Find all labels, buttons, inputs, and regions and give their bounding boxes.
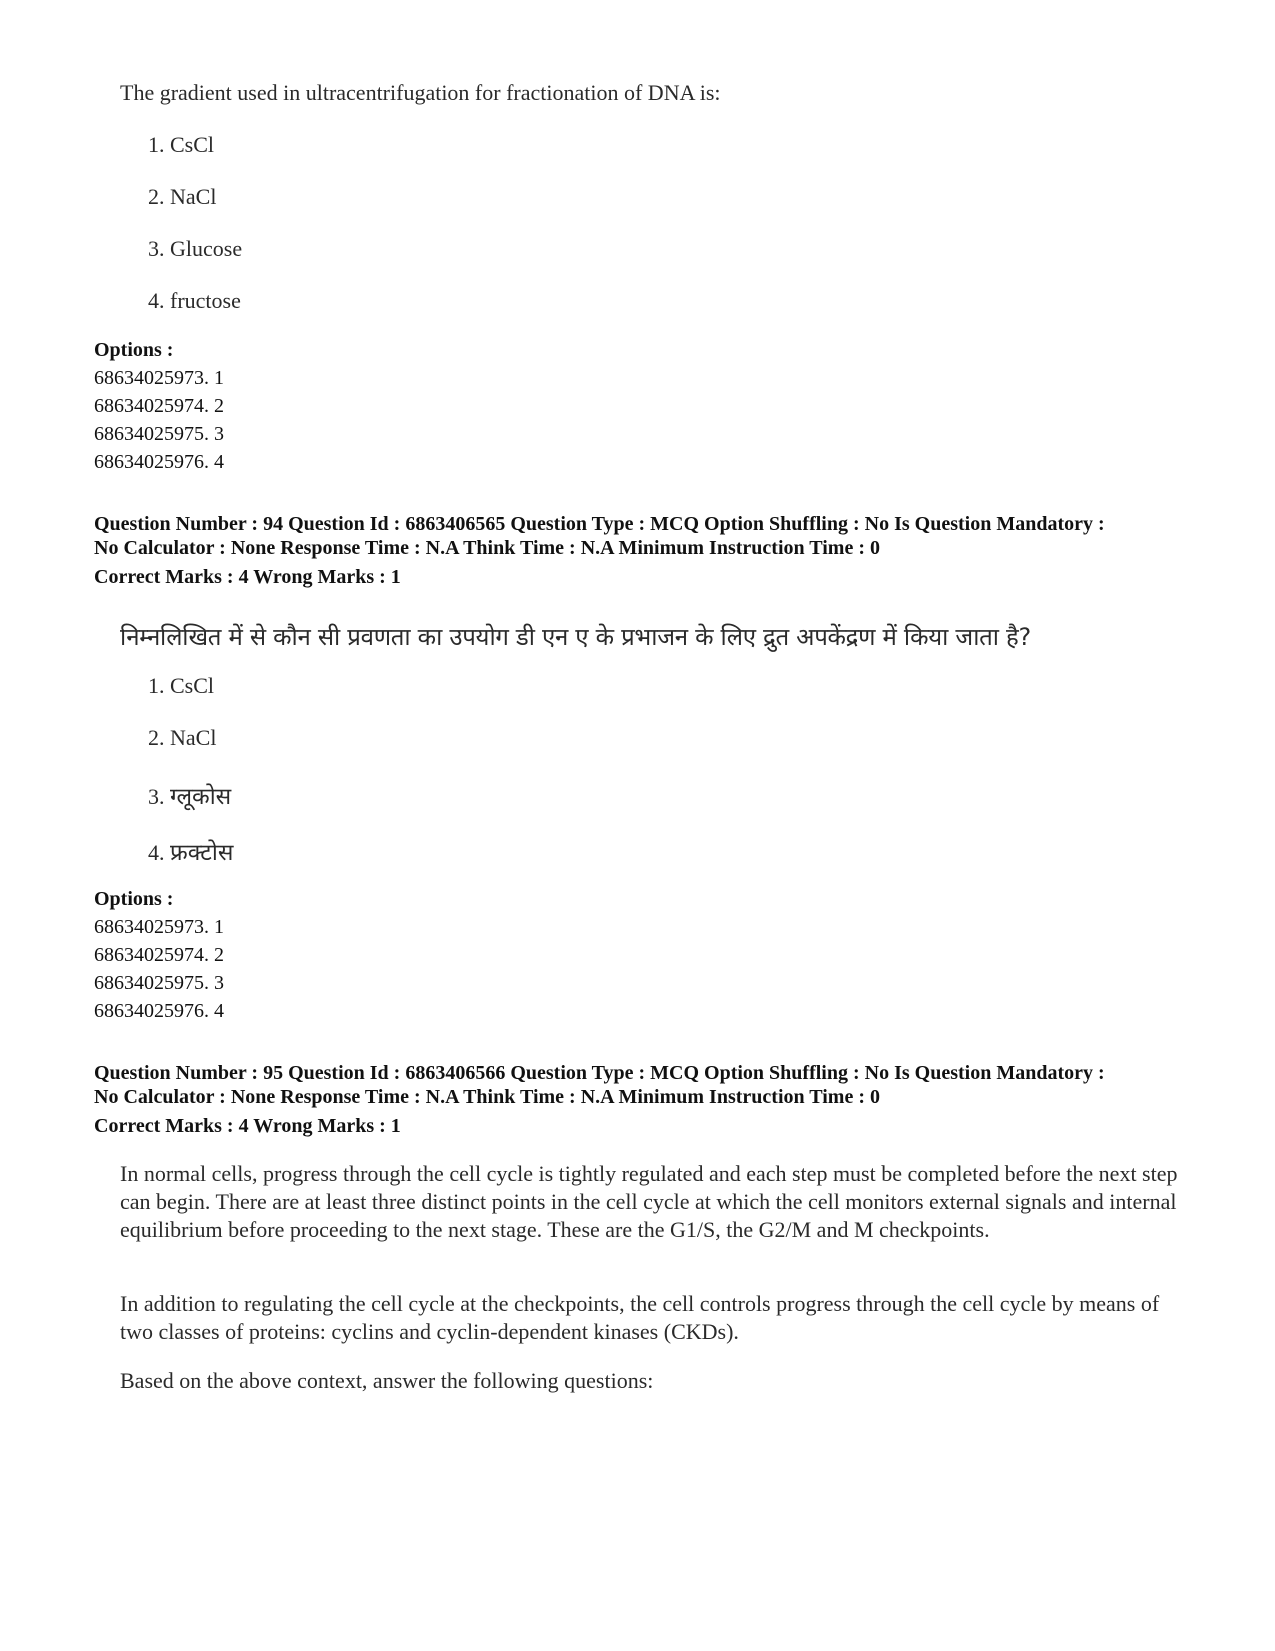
- question-marks: Correct Marks : 4 Wrong Marks : 1: [94, 566, 401, 588]
- choice-2: [148, 725, 216, 751]
- choice-number: 1.: [148, 673, 170, 698]
- question-stem-english: The gradient used in ultracentrifugation for fractionation of DNA is:: [120, 80, 721, 105]
- option-id-4: 68634025976. 4: [94, 451, 224, 473]
- choice-3: 3. Glucose: [148, 236, 243, 261]
- option-id-1: 68634025973. 1: [94, 367, 224, 389]
- option-id-3: 68634025975. 3: [94, 972, 224, 994]
- choice-number: 4.: [148, 840, 170, 865]
- choice-number: 3.: [148, 784, 170, 809]
- question-stem-hindi: निम्नलिखित में से कौन सी प्रवणता का उपयोग डी एन ए के प्रभाजन के लिए द्रुत अपकेंद्रण में किया जाता है?: [120, 623, 1031, 651]
- option-id-3: 68634025975. 3: [94, 423, 224, 445]
- choice-number: 2.: [148, 725, 170, 750]
- option-id-1: 68634025973. 1: [94, 916, 224, 938]
- choice-2: 2. NaCl: [148, 184, 217, 209]
- choice-text: NaCl: [170, 725, 217, 750]
- choice-1: 1. CsCl: [148, 132, 215, 157]
- option-id-2: 68634025974. 2: [94, 944, 224, 966]
- choice-3: [148, 779, 231, 811]
- question-marks: Correct Marks : 4 Wrong Marks : 1: [94, 1115, 401, 1137]
- question-meta-line-1: Question Number : 94 Question Id : 6863406565 Question Type : MCQ Option Shuffling : No Is Question Mandatory :: [94, 513, 1105, 535]
- choice-text: फ्रक्टोस: [170, 840, 234, 866]
- option-id-2: 68634025974. 2: [94, 395, 224, 417]
- choice-text: ग्लूकोस: [170, 784, 232, 810]
- choice-4: 4. fructose: [148, 288, 241, 313]
- options-label: Options :: [94, 888, 174, 910]
- question-meta-line-2: No Calculator : None Response Time : N.A Think Time : N.A Minimum Instruction Time : 0: [94, 537, 880, 559]
- context-paragraph-2: In addition to regulating the cell cycle at the checkpoints, the cell controls progress through the cell cycle by means of two classes of proteins: cyclins and cyclin-dependent kinases (CKDs).: [120, 1291, 1160, 1344]
- context-paragraph-1: In normal cells, progress through the cell cycle is tightly regulated and each step must be completed before the next step can begin. There are at least three distinct points in the cell cycle at which the cell monitors external signals and internal equilibrium before proceeding to the next stage. These are the G1/S, the G2/M and M checkpoints.: [120, 1161, 1178, 1242]
- question-meta-line-1: Question Number : 95 Question Id : 6863406566 Question Type : MCQ Option Shuffling : No Is Question Mandatory :: [94, 1062, 1105, 1084]
- choice-4: [148, 835, 233, 867]
- option-id-4: 68634025976. 4: [94, 1000, 224, 1022]
- question-meta-line-2: No Calculator : None Response Time : N.A Think Time : N.A Minimum Instruction Time : 0: [94, 1086, 880, 1108]
- options-label: Options :: [94, 339, 174, 361]
- choice-1: [148, 673, 214, 699]
- choice-text: CsCl: [170, 673, 215, 698]
- context-paragraph-3: Based on the above context, answer the following questions:: [120, 1368, 654, 1393]
